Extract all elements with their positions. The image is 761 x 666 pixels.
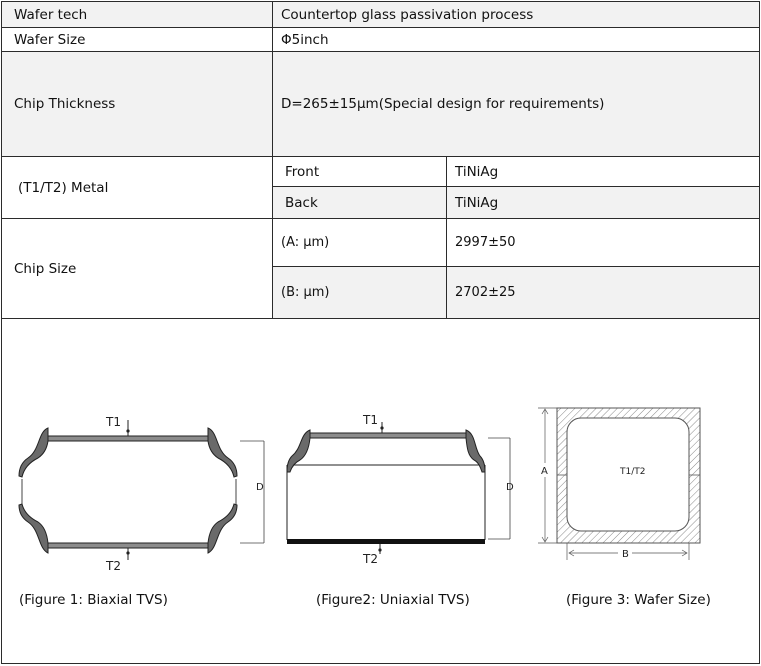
metal-front-side: Front <box>285 163 320 180</box>
fig2-t2-label: T2 <box>363 552 378 566</box>
fig1-glass-top-right <box>208 428 237 477</box>
fig1-caption: (Figure 1: Biaxial TVS) <box>19 592 168 608</box>
chip-size-b-value: 2702±25 <box>455 285 516 300</box>
metal-front-value: TiNiAg <box>455 163 499 180</box>
fig1-glass-bottom-left <box>19 504 48 553</box>
fig2-bottom-electrode <box>287 539 485 544</box>
chip-size-a-dim: (A: μm) <box>281 235 330 250</box>
fig2-t1-label: T1 <box>363 413 378 427</box>
fig2-caption: (Figure2: Uniaxial TVS) <box>316 592 470 608</box>
wafer-size-value: Φ5inch <box>281 31 329 48</box>
metal-back-value: TiNiAg <box>455 194 499 211</box>
chip-size-a-value: 2997±50 <box>455 235 516 250</box>
fig2-glass-right <box>466 430 485 472</box>
chip-size-b-dim: (B: μm) <box>281 285 330 300</box>
fig1-top-plate <box>48 436 208 441</box>
fig3-b-label: B <box>622 549 629 560</box>
fig2-d-label: D <box>506 482 514 493</box>
chip-size-label: Chip Size <box>14 260 77 277</box>
fig2-top-plate <box>310 433 466 438</box>
metal-label: (T1/T2) Metal <box>18 179 109 196</box>
chip-thickness-value: D=265±15μm(Special design for requirements) <box>281 96 605 112</box>
figure-2-uniaxial-tvs <box>287 413 514 566</box>
wafer-tech-label: Wafer tech <box>14 6 88 23</box>
wafer-tech-value: Countertop glass passivation process <box>281 6 534 23</box>
fig3-a-label: A <box>541 466 548 477</box>
figure-3-wafer-size <box>538 408 700 560</box>
wafer-size-label: Wafer Size <box>14 31 86 48</box>
fig1-t2-label: T2 <box>106 559 121 573</box>
fig1-d-label: D <box>256 482 264 493</box>
fig1-bottom-plate <box>48 543 208 548</box>
fig3-caption: (Figure 3: Wafer Size) <box>566 592 711 608</box>
fig3-center-label: T1/T2 <box>620 467 646 477</box>
chip-thickness-label: Chip Thickness <box>14 96 116 112</box>
fig1-glass-bottom-right <box>208 504 237 553</box>
fig2-glass-left <box>287 430 310 472</box>
metal-back-side: Back <box>285 194 318 211</box>
figure-1-biaxial-tvs <box>19 415 264 573</box>
fig1-glass-top-left <box>19 428 48 477</box>
fig1-t1-label: T1 <box>106 415 121 429</box>
